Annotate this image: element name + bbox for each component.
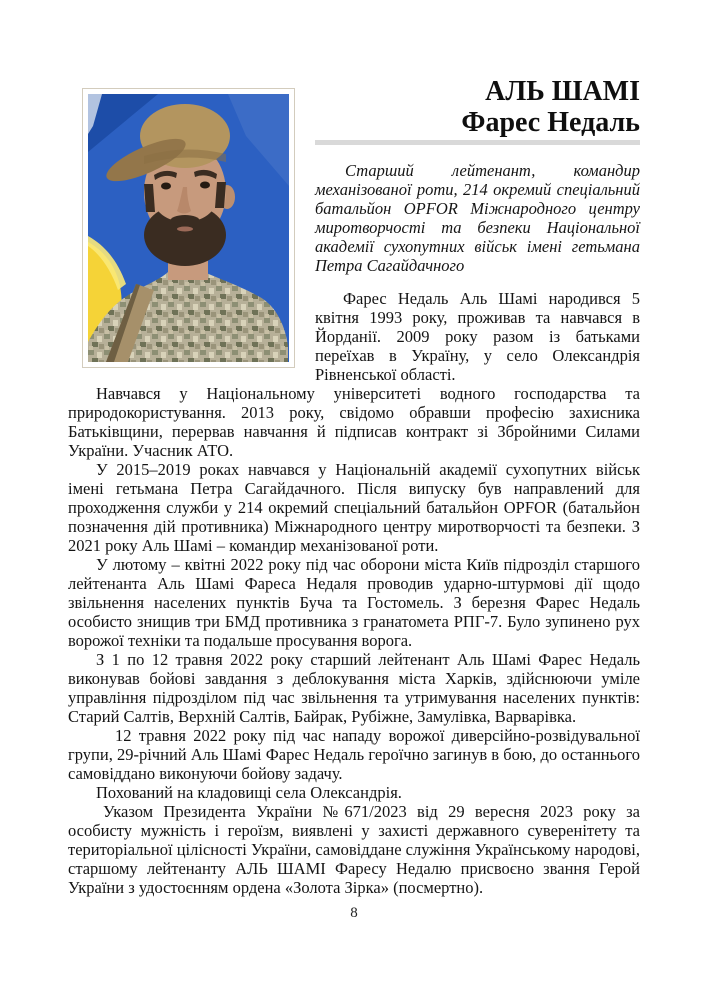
- title-given-name: Фарес Недаль: [461, 107, 640, 138]
- title-surname: АЛЬ ШАМІ: [485, 76, 640, 107]
- paragraph-education: Навчався у Національному університеті водного господарства та природокористування. 2013 року, свідомо обравши професію захисника Батьківщини, перервав навчання й підписав контракт зі Збройними Силами України. Учасник АТО.: [68, 384, 640, 460]
- title-divider: [315, 140, 640, 145]
- paragraph-kharkiv-operations: З 1 по 12 травня 2022 року старший лейтенант Аль Шамі Фарес Недаль виконував бойові завдання з деблокування міста Харків, здійснюючи уміле управління підрозділом під час звільнення та утримування населених пунктів: Старий Салтів, Верхній Салтів, Байрак, Рубіжне, Замулівка, Варварівка.: [68, 650, 640, 726]
- left-eye: [161, 183, 171, 190]
- rank-and-unit-description: Старший лейтенант, командир механізованої роти, 214 окремий спеціальний батальйон OPFOR Міжнародного центру миротворчості та безпеки Національної академії сухопутних військ імені гетьмана Петра Сагайдачного: [315, 161, 640, 275]
- portrait-illustration: [88, 94, 289, 362]
- lips: [177, 227, 193, 232]
- paragraph-military-academy: У 2015–2019 роках навчався у Національній академії сухопутних військ імені гетьмана Петра Сагайдачного. Після випуску був направлений для проходження служби у 214 окремий спеціальний батальйон OPFOR (батальйон позначення дій противника) Міжнародного центру миротворчості та безпеки. З 2021 року Аль Шамі – командир механізованої роти.: [68, 460, 640, 555]
- paragraph-hero-award: Указом Президента України №671/2023 від 29 вересня 2023 року за особисту мужність і героїзм, виявлені у захисті державного суверенітету та територіальної цілісності України, самовіддане служіння Українському народові, старшому лейтенанту АЛЬ ШАМІ Фаресу Недалю присвоєно звання Герой України з удостоєнням ордена «Золота Зірка» (посмертно).: [68, 802, 640, 897]
- paragraph-birth: Фарес Недаль Аль Шамі народився 5 квітня 1993 року, проживав та навчався в Йорданії. 2009 року разом із батьками переїхав в Україну, у село Олександрія Рівненської області.: [315, 289, 640, 384]
- page-number: 8: [350, 905, 358, 921]
- paragraph-kyiv-defense: У лютому – квітні 2022 року під час оборони міста Київ підрозділ старшого лейтенанта Аль Шамі Фареса Недаля проводив ударно-штурмові дії щодо звільнення населених пунктів Буча та Гостомель. З березня Фарес Недаль особисто знищив три БМД противника з гранатомета РПГ-7. Було зупинено рух ворожої техніки та подальше просування ворога.: [68, 555, 640, 650]
- portrait-photo: [82, 88, 295, 368]
- paragraph-burial: Похований на кладовищі села Олександрія.: [96, 783, 402, 802]
- right-eye: [200, 182, 210, 189]
- paragraph-death: 12 травня 2022 року під час нападу ворожої диверсійно-розвідувальної групи, 29-річний Аль Шамі Фарес Недаль героїчно загинув в бою, до останнього самовіддано виконуючи бойову задачу.: [68, 726, 640, 783]
- mustache: [170, 215, 200, 227]
